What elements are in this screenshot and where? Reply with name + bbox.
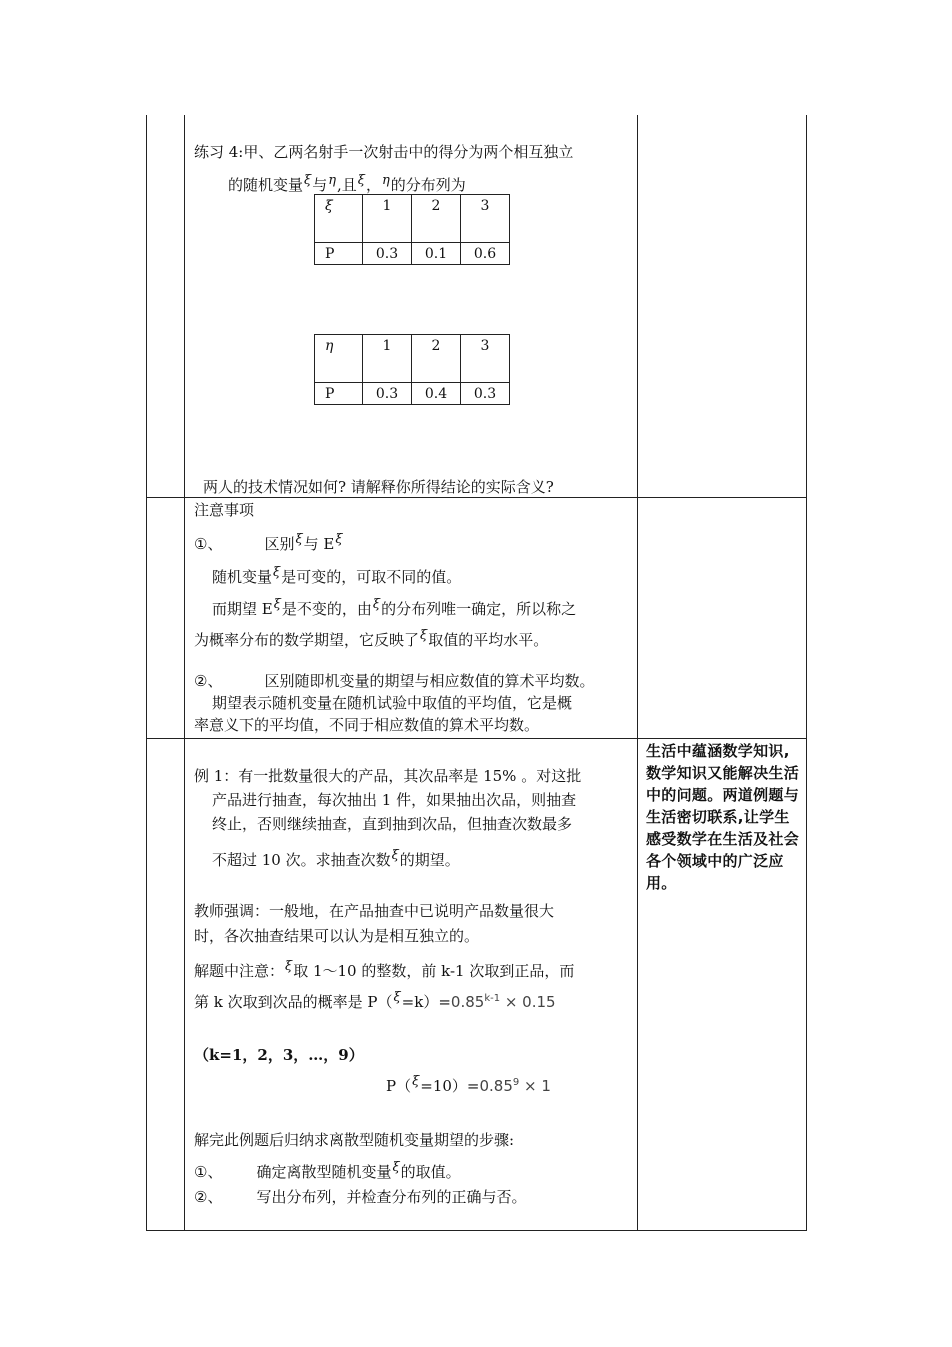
table-cell: 0.3 [363, 383, 412, 405]
xi-symbol: ξ [273, 597, 281, 612]
summary-steps: 解完此例题后归纳求离散型随机变量期望的步骤: [194, 1131, 515, 1149]
table-cell: 0.6 [461, 243, 510, 265]
table-cell: η [315, 335, 363, 383]
notes-line-c: 为概率分布的数学期望，它反映了ξ取值的平均水平。 [194, 628, 549, 649]
exercise4-question: 两人的技术情况如何? 请解释你所得结论的实际含义? [203, 478, 554, 496]
example1-line3: 终止，否则继续抽查，直到抽到次品，但抽查次数最多 [212, 815, 573, 833]
teacher-emphasis-2: 时，各次抽查结果可以认为是相互独立的。 [194, 927, 480, 945]
xi-symbol: ξ [273, 565, 281, 580]
notes-title: 注意事项 [194, 501, 255, 519]
table-border-left [146, 115, 147, 1231]
teacher-emphasis-1: 教师强调：一般地，在产品抽查中已说明产品数量很大 [194, 902, 555, 920]
table-cell: 1 [363, 335, 412, 383]
eta-distribution-table [314, 334, 510, 405]
solution-note-1: 解题中注意：ξ取 1～10 的整数，前 k-1 次取到正品，而 [194, 959, 575, 980]
notes-line-e: 率意义下的平均值，不同于相应数值的算术平均数。 [194, 716, 540, 734]
table-cell: 2 [412, 195, 461, 243]
xi-symbol: ξ [372, 597, 381, 612]
example1-line4: 不超过 10 次。求抽查次数ξ的期望。 [212, 848, 460, 869]
table-cell: 0.4 [412, 383, 461, 405]
table-cell: 2 [412, 335, 461, 383]
notes-item2: ②、 区别随即机变量的期望与相应数值的算术平均数。 [194, 672, 595, 690]
exercise4-line2: 的随机变量ξ与η,且ξ，η的分布列为 [228, 173, 466, 194]
table-border-right [806, 115, 807, 1231]
row-divider-2 [146, 738, 807, 739]
example1-line1: 例 1：有一批数量很大的产品，其次品率是 15% 。对这批 [194, 767, 582, 785]
p-xi-10: $P(\xi=10)=0.85^9 \times 1$ [386, 1074, 551, 1095]
step-2: ②、 写出分布列，并检查分布列的正确与否。 [194, 1188, 527, 1206]
exercise4-line1: 练习 4:甲、乙两名射手一次射击中的得分为两个相互独立 [194, 143, 574, 161]
teaching-intent-note: 生活中蕴涵数学知识,数学知识又能解决生活中的问题。两道例题与生活密切联系,让学生感受数学在生活及社会各个领域中的广泛应用。 [646, 742, 800, 892]
xi-symbol: ξ [295, 532, 303, 547]
table-divider-2 [637, 115, 638, 1231]
xi-symbol: ξ [304, 173, 312, 188]
table-cell: 0.3 [461, 383, 510, 405]
xi-symbol: ξ [285, 959, 293, 974]
row-divider-1 [146, 497, 807, 498]
xi-symbol: ξ [393, 990, 401, 1005]
notes-item1: ①、 区别ξ与 Eξ [194, 532, 343, 553]
solution-note-2: 第 k 次取到次品的概率是 $P(\xi=k)=0.85^{k-1} \times 0.15$ [194, 990, 556, 1011]
eta-symbol: η [381, 173, 390, 188]
notes-line-d: 期望表示随机变量在随机试验中取值的平均值，它是概 [212, 694, 573, 712]
table-cell: ξ [315, 195, 363, 243]
table-cell: 3 [461, 195, 510, 243]
table-cell: 0.1 [412, 243, 461, 265]
table-cell: 0.3 [363, 243, 412, 265]
table-border-bottom [146, 1230, 807, 1231]
table-cell: 1 [363, 195, 412, 243]
table-cell: P [315, 243, 363, 265]
xi-symbol: ξ [392, 1160, 400, 1175]
xi-symbol: ξ [357, 173, 365, 188]
k-range: （k=1，2，3，…，9） [194, 1046, 364, 1064]
step-1: ①、 确定离散型随机变量ξ的取值。 [194, 1160, 461, 1181]
notes-line-a: 随机变量ξ是可变的，可取不同的值。 [212, 565, 462, 586]
probability-formula: $0.85^{k-1} \times 0.15$ [450, 993, 556, 1011]
xi-distribution-table [314, 194, 510, 265]
table-divider-1 [184, 115, 185, 1231]
table-cell: 3 [461, 335, 510, 383]
xi-symbol: ξ [335, 532, 343, 547]
notes-line-b: 而期望 Eξ是不变的，由ξ的分布列唯一确定，所以称之 [212, 597, 577, 618]
eta-symbol: η [328, 173, 336, 188]
xi-symbol: ξ [391, 848, 399, 863]
table-cell: P [315, 383, 363, 405]
probability-formula-10: $0.85^9 \times 1$ [479, 1077, 551, 1095]
xi-symbol: ξ [412, 1074, 420, 1089]
xi-symbol: ξ [420, 628, 428, 643]
example1-line2: 产品进行抽查，每次抽出 1 件，如果抽出次品，则抽查 [212, 791, 577, 809]
